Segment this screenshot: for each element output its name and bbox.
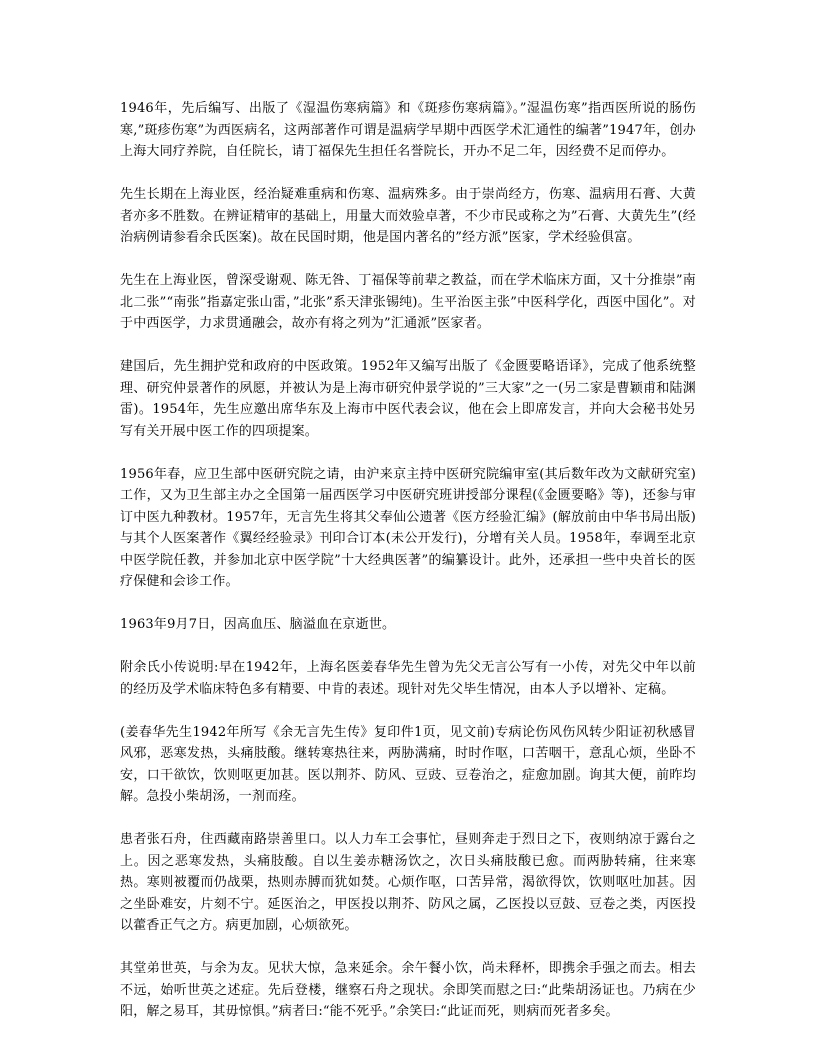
paragraph-clinical-practice: 先生长期在上海业医，经治疑难重病和伤寒、温病殊多。由于崇尚经方，伤寒、温病用石膏、大黄者亦多不胜数。在辨证精审的基础上，用量大而效验卓著，不少市民或称之为”石膏、大黄先生”(经治病例请参看余氏医案)。故在民国时期，他是国内著名的”经方派”医家，学术经验俱富。 xyxy=(120,187,696,245)
paragraph-death-1963: 1963年9月7日，因高血压、脑溢血在京逝世。 xyxy=(120,617,396,632)
paragraph-1946-publications: 1946年，先后编写、出版了《湿温伤寒病篇》和《斑疹伤寒病篇》。”湿温伤寒”指西医所说的肠伤寒,”斑疹伤寒”为西医病名，这两部著作可谓是温病学早期中西医学术汇通性的编著”1947年，创办上海大同疗养院，自任院长，请丁福保先生担任名誉院长，开办不足二年，因经费不足而停办。 xyxy=(120,101,696,159)
paragraph-patient-zhang: 患者张石舟，住西藏南路崇善里口。以人力车工会事忙，昼则奔走于烈日之下，夜则纳凉于露台之上。因之恶寒发热，头痛肢酸。自以生姜赤糖汤饮之，次日头痛肢酸已愈。而两胁转痛，往来寒热。寒则被覆而仍战栗，热则赤膊而犹如焚。心烦作呕，口苦异常，渴欲得饮，饮则呕吐加甚。因之坐卧难安，片刻不宁。延医治之，甲医投以荆芥、防风之属，乙医投以豆鼓、豆卷之类，丙医投以藿香正气之方。病更加剧，心烦欲死。 xyxy=(120,832,696,933)
paragraph-cousin-shiying: 其堂弟世英，与余为友。见状大惊，急来延余。余午餐小饮，尚未释杯，即携余手强之而去。相去不远，始听世英之述症。先后登楼，继察石舟之现状。余即笑而慰之曰:“此柴胡汤证也。乃病在少阳，解之易耳，其毋惊惧。”病者曰:“能不死乎。”余笑曰:“此证而死，则病而死者多矣。 xyxy=(120,961,696,1019)
paragraph-teachers-influence: 先生在上海业医，曾深受谢观、陈无咎、丁福保等前辈之教益，而在学术临床方面，又十分推崇”南北二张”“南张”指嘉定张山雷，”北张”系天津张锡纯)。生平治医主张”中医科学化，西医中国化”。对于中西医学，力求贯通融会，故亦有将之列为”汇通派”医家者。 xyxy=(120,273,696,331)
document-page xyxy=(120,98,696,1023)
paragraph-1956-beijing: 1956年春，应卫生部中医研究院之请，由沪来京主持中医研究院编审室(其后数年改为文献研究室)工作，又为卫生部主办之全国第一届西医学习中医研究班讲授部分课程(《金匮要略》等)，还参与审订中医九种教材。1957年，无言先生将其父奉仙公遗著《医方经验汇编》(解放前由中华书局出版)与其个人医案著作《翼经经验录》刊印合订本(未公开发行)，分增有关人员。1958年，奉调至北京中医学院任教，并参加北京中医学院”十大经典医著”的编纂设计。此外，还承担一些中央首长的医疗保健和会诊工作。 xyxy=(120,466,696,589)
paragraph-biography-note: 附余氏小传说明:早在1942年，上海名医姜春华先生曾为先父无言公写有一小传，对先父中年以前的经历及学术临床特色多有精要、中肯的表述。现针对先父毕生情况，由本人予以增补、定稿。 xyxy=(120,660,696,697)
paragraph-case-shaoyang: (姜春华先生1942年所写《余无言先生传》复印件1页，见文前)专病论伤风伤风转少阳证初秋感冒风邪，恶寒发热，头痛肢酸。继转寒热往来，两胁满痛，时时作呕，口苦咽干，意乱心烦，坐卧不安，口干欲饮，饮则呕更加甚。医以荆芥、防风、豆豉、豆卷治之，症愈加剧。询其大便，前昨均解。急投小柴胡汤，一剂而痊。 xyxy=(120,724,696,804)
paragraph-after-founding: 建国后，先生拥护党和政府的中医政策。1952年又编写出版了《金匮要略语译》，完成了他系统整理、研究仲景著作的夙愿，并被认为是上海市研究仲景学说的”三大家”之一(另二家是曹颖甫和陆渊雷)。1954年，先生应邀出席华东及上海市中医代表会议，他在会上即席发言，并向大会秘书处另写有关开展中医工作的四项提案。 xyxy=(120,359,696,439)
